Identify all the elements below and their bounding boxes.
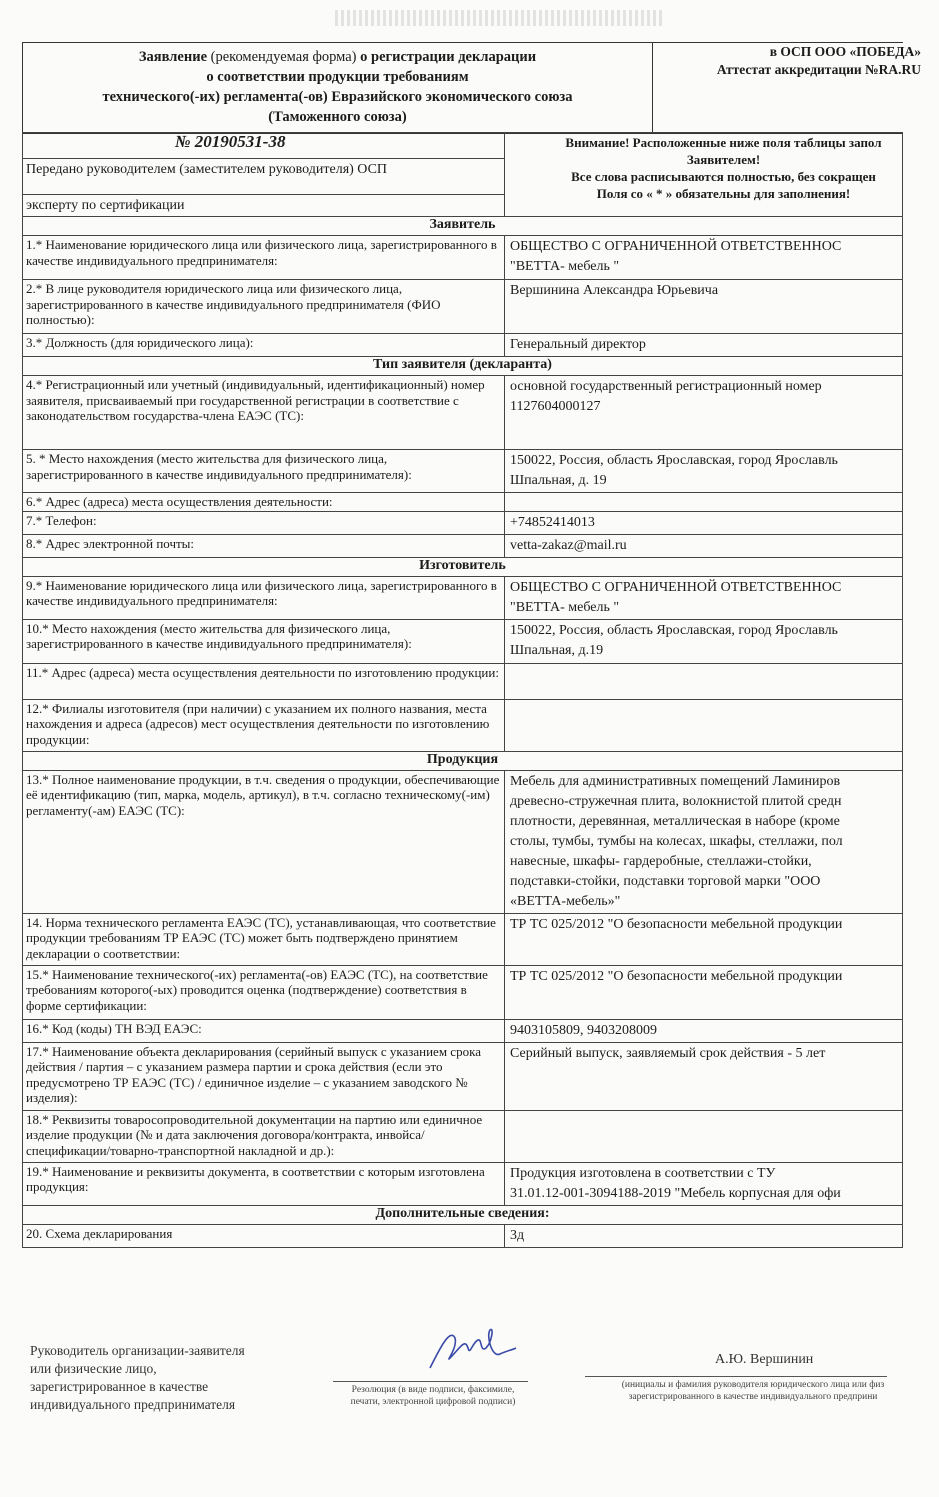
handwritten-signature [420,1318,520,1378]
row-9-value [505,576,903,619]
row-1-value [505,236,903,280]
signer-role [30,1342,245,1414]
resolution-caption-line-1: Резолюция (в виде подписи, факсимиле, [351,1385,515,1395]
row-4-value-line-2: 1127604000127 [510,399,601,414]
name-line [585,1376,887,1377]
row-13-value [505,770,903,913]
row-9-label: 9.* Наименование юридического лица или физического лица, зарегистрированного в качестве индивидуального предпринимателя: [23,576,505,619]
row-5-value-line-1: 150022, Россия, область Ярославская, город Ярославль [510,453,838,468]
row-15-value: ТР ТС 025/2012 "О безопасности мебельной продукции [505,965,903,1019]
row-7-value: +74852414013 [505,511,903,534]
warning-line-2: Заявителем! [686,152,761,167]
osp-name: в ОСП ООО «ПОБЕДА» [769,44,921,59]
row-3-value: Генеральный директор [505,334,903,357]
row-16-value: 9403105809, 9403208009 [505,1019,903,1042]
row-13-value-line: древесно-стружечная плита, волокнистой плитой средн [510,793,842,809]
signature-stroke [430,1329,516,1368]
warning-line-3: Все слова расписываются полностью, без сокращен [571,169,876,184]
row-12-value [505,699,903,751]
name-caption-line-2: зарегистрированного в качестве индивидуального предприни [628,1392,878,1402]
signer-name: А.Ю. Вершинин [715,1352,814,1367]
row-18-value [505,1110,903,1162]
expert-label: эксперту по сертификации [23,195,505,217]
row-2-label: 2.* В лице руководителя юридического лица или физического лица, зарегистрированного в качестве индивидуального предпринимателя (ФИО полностью): [23,280,505,334]
transferred-label: Передано руководителем (заместителем руководителя) ОСП [23,159,505,195]
row-13-value-line: столы, тумбы, тумбы на колесах, шкафы, стеллажи, пол [510,833,843,849]
row-11-value [505,663,903,699]
row-15-label: 15.* Наименование технического(-их) регламента(-ов) ЕАЭС (ТС), на соответствие требованиям которого(-ых) проводится оценка (подтверждение) соответствия в форме сертификации: [23,965,505,1019]
row-18-label: 18.* Реквизиты товаросопроводительной документации на партию или единичное изделие продукции (№ и дата заключения договора/контракта, инвойса/спецификации/товарно-транспортной накладной и др.): [23,1110,505,1162]
row-16-label: 16.* Код (коды) ТН ВЭД ЕАЭС: [23,1019,505,1042]
row-4-label: 4.* Регистрационный или учетный (индивидуальный, идентификационный) номер заявителя, присваиваемый при государственной регистрации в соответствие с законодательством государства-члена ЕАЭС (ТС): [23,376,505,450]
row-1-value-line-2: "ВЕТТА- мебель " [510,259,620,274]
declaration-number: № 20190531-38 [23,133,505,159]
signer-role-line-3: зарегистрированное в качестве [30,1379,209,1394]
row-10-value-line-2: Шпальная, д.19 [510,642,604,658]
title-bold-a: Заявление [138,49,208,65]
row-20-label: 20. Схема декларирования [23,1224,505,1247]
row-11-label: 11.* Адрес (адреса) места осуществления деятельности по изготовлению продукции: [23,663,505,699]
section-additional: Дополнительные сведения: [23,1205,903,1224]
row-5-value-line-2: Шпальная, д. 19 [510,473,607,488]
row-19-value-line-2: 31.01.12-001-3094188-2019 "Мебель корпусная для офи [510,1185,841,1201]
section-applicant: Заявитель [23,217,903,236]
signer-role-line-4: индивидуального предпринимателя [30,1397,236,1412]
row-8-label: 8.* Адрес электронной почты: [23,534,505,557]
row-19-label: 19.* Наименование и реквизиты документа, в соответствии с которым изготовлена продукция: [23,1162,505,1205]
attestat: Аттестат аккредитации №RA.RU [716,62,921,77]
row-5-label: 5. * Место нахождения (место жительства для физического лица, зарегистрированного в качестве индивидуального предпринимателя): [23,450,505,493]
section-product: Продукция [23,751,903,770]
title-bold-b: о регистрации декларации [360,49,537,65]
title-line-3: технического(-их) регламента(-ов) Евразийского экономического союза [102,89,573,105]
resolution-caption [333,1384,533,1408]
warning-line-4: Поля со « * » обязательны для заполнения! [596,186,851,201]
row-9-value-line-1: ОБЩЕСТВО С ОГРАНИЧЕННОЙ ОТВЕТСТВЕННОС [510,579,842,595]
title-line-4: (Таможенного союза) [268,109,407,125]
form-header [22,42,921,134]
row-13-value-line: Мебель для административных помещений Ламиниров [510,773,841,789]
section-manufacturer: Изготовитель [23,557,903,576]
osp-block [657,43,921,133]
row-20-value: 3д [505,1224,903,1247]
resolution-line [333,1381,528,1382]
faded-stamp [335,10,665,26]
row-14-value: ТР ТС 025/2012 "О безопасности мебельной продукции [505,913,903,965]
row-10-value [505,619,903,663]
row-19-value-line-1: Продукция изготовлена в соответствии с ТУ [510,1165,776,1181]
row-9-value-line-2: "ВЕТТА- мебель " [510,599,620,615]
row-10-label: 10.* Место нахождения (место жительства для физического лица, зарегистрированного в качестве индивидуального предпринимателя): [23,619,505,663]
row-1-value-line-1: ОБЩЕСТВО С ОГРАНИЧЕННОЙ ОТВЕТСТВЕННОС [510,239,842,254]
row-5-value [505,450,903,493]
row-4-value [505,376,903,450]
form-title [23,43,653,133]
warning-block [505,133,903,217]
row-13-value-line: навесные, шкафы- гардеробные, стеллажи-стойки, [510,853,812,869]
name-caption [588,1379,918,1403]
row-1-label: 1.* Наименование юридического лица или физического лица, зарегистрированного в качестве индивидуального предпринимателя: [23,236,505,280]
signer-role-line-2: или физические лицо, [30,1361,157,1376]
declaration-table [22,132,903,1248]
signer-role-line-1: Руководитель организации-заявителя [30,1343,245,1358]
row-17-value: Серийный выпуск, заявляемый срок действия - 5 лет [505,1042,903,1110]
row-4-value-line-1: основной государственный регистрационный номер [510,379,822,394]
section-applicant-type: Тип заявителя (декларанта) [23,357,903,376]
row-7-label: 7.* Телефон: [23,511,505,534]
resolution-caption-line-2: печати, электронной цифровой подписи) [350,1397,516,1407]
row-13-value-line: подставки-стойки, подставки торговой марки "ООО [510,873,821,889]
title-normal: (рекомендуемая форма) [207,49,361,65]
row-19-value [505,1162,903,1205]
row-14-label: 14. Норма технического регламента ЕАЭС (ТС), устанавливающая, что соответствие продукции требованиям ТР ЕАЭС (ТС) может быть подтверждено принятием декларации о соответствии: [23,913,505,965]
name-caption-line-1: (инициалы и фамилия руководителя юридического лица или физ [621,1380,885,1390]
row-10-value-line-1: 150022, Россия, область Ярославская, город Ярославль [510,622,838,638]
row-3-label: 3.* Должность (для юридического лица): [23,334,505,357]
row-13-label: 13.* Полное наименование продукции, в т.ч. сведения о продукции, обеспечивающие её идентификацию (тип, марка, модель, артикул), в т.ч. согласно техническому(-им) регламенту(-ам) ЕАЭС (ТС): [23,770,505,913]
warning-line-1: Внимание! Расположенные ниже поля таблицы запол [565,135,882,150]
row-8-value: vetta-zakaz@mail.ru [505,534,903,557]
row-13-value-line: плотности, деревянная, металлическая в наборе (кроме [510,813,840,829]
row-17-label: 17.* Наименование объекта декларирования (серийный выпуск с указанием срока действия / партия – с указанием размера партии и срока действия (если это предусмотрено ТР ЕАЭС (ТС) / единичное изделие – с указанием заводского № изделия): [23,1042,505,1110]
row-2-value: Вершинина Александра Юрьевича [505,280,903,334]
row-6-value [505,493,903,512]
row-6-label: 6.* Адрес (адреса) места осуществления деятельности: [23,493,505,512]
row-12-label: 12.* Филиалы изготовителя (при наличии) с указанием их полного названия, места нахождения и адреса (адресов) мест осуществления деятельности по изготовлению продукции: [23,699,505,751]
title-line-2: о соответствии продукции требованиям [206,69,469,85]
row-13-value-line: «ВЕТТА-мебель»" [510,893,621,909]
